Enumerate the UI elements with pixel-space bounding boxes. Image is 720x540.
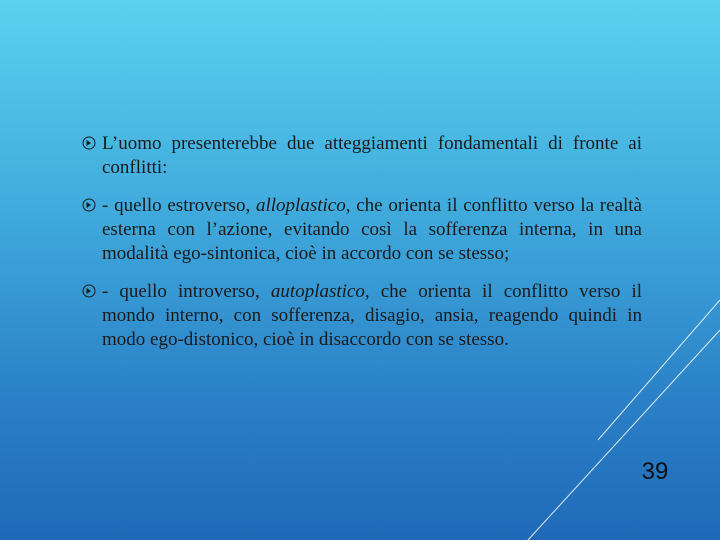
- bullet-item: [82, 280, 642, 352]
- numbered-circle-arrow-icon: [82, 198, 96, 212]
- numbered-circle-arrow-icon: [82, 136, 96, 150]
- bullet-text-before: - quello introverso,: [102, 281, 271, 302]
- bullet-text-before: - quello estroverso,: [102, 195, 256, 216]
- bullet-text-after: , che orienta il conflitto verso il mondo interno, con sofferenza, disagio, ansia, reagendo quindi in modo ego-distonico, cioè in disaccordo con se stesso.: [102, 281, 643, 350]
- bullet-item: [82, 132, 642, 180]
- bullet-item: [82, 194, 642, 266]
- bullet-text-after: , che orienta il conflitto verso la realtà esterna con l’azione, evitando così la sofferenza interna, in una modalità ego-sintonica, cioè in accordo con se stesso;: [102, 195, 642, 264]
- bullet-emphasis: alloplastico: [255, 195, 346, 216]
- bullet-emphasis: autoplastico: [270, 281, 365, 302]
- page-number: 39: [641, 458, 669, 485]
- bullet-text: L’uomo presenterebbe due atteggiamenti fondamentali di fronte ai conflitti:: [102, 133, 642, 178]
- bullet-list: [82, 132, 642, 366]
- numbered-circle-arrow-icon: [82, 284, 96, 298]
